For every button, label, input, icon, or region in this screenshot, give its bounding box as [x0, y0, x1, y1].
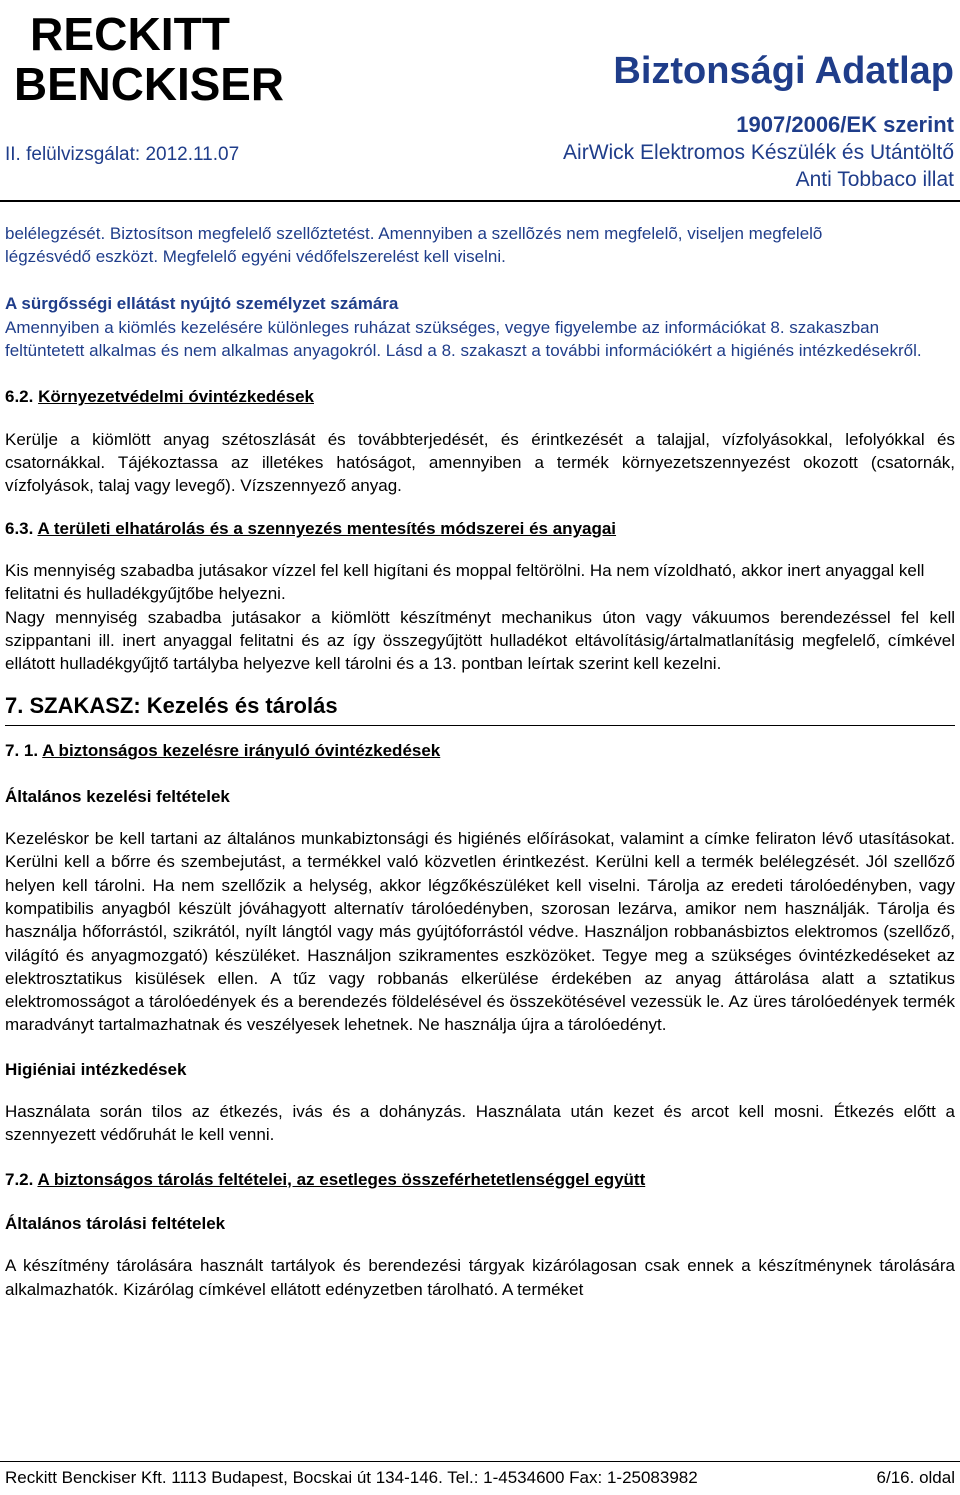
regulation-reference: 1907/2006/EK szerint	[736, 112, 954, 137]
hygiene-text: Használata során tilos az étkezés, ivás és a dohányzás. Használata után kezet és arcot kell mosni. Étkezés előtt a szennyezett védőruhát le kell venni.	[5, 1102, 955, 1145]
document-title: Biztonsági Adatlap	[613, 50, 954, 92]
page-content	[5, 222, 955, 1301]
intro-line-1: belélegzését. Biztosítson megfelelő szellőztetést. Amennyiben a szellõzés nem megfelelõ, viseljen megfelelõ	[5, 224, 823, 243]
section-7-title: 7. SZAKASZ: Kezelés és tárolás	[5, 693, 338, 719]
section-6-2-text: Kerülje a kiömlött anyag szétoszlását és továbbterjedését, és érintkezését a talajjal, vízfolyásokkal, lefolyókkal és csatornákkal. Tájékoztassa az illetékes hatóságot, amennyiben a termék környezetszennyezést okozott (csatornák, vízfolyások, talaj vagy levegő). Vízszennyező anyag.	[5, 429, 955, 496]
section-6-2-heading	[5, 385, 955, 408]
revision-date: II. felülvizsgálat: 2012.11.07	[5, 144, 240, 165]
section-7-1-title: A biztonságos kezelésre irányuló óvintézkedések	[42, 741, 441, 761]
section-6-3-text-2: Nagy mennyiség szabadba jutásakor a kiömlött készítményt mechanikus úton vagy vákuumos berendezéssel fel kell szippantani ill. inert anyaggal felitatni és az így összegyűjtött hulladékot eltávolításig/ártalmatlanításig megfelelő, címkével ellátott hulladékgyűjtő tartályba helyezve kell tárolni és a 13. pontban leírtak szerint kell kezelni.	[5, 607, 955, 674]
hygiene-heading: Higiéniai intézkedések	[5, 1059, 187, 1079]
product-variant: Anti Tobbaco illat	[795, 168, 954, 191]
emergency-heading: A sürgősségi ellátást nyújtó személyzet számára	[5, 293, 399, 313]
section-6-3-text-1: Kis mennyiség szabadba jutásakor vízzel fel kell higítani és moppal feltörölni. Ha nem vízoldható, akkor inert anyaggal kell felitatni és hulladékgyűjtőbe helyezni.	[5, 560, 925, 604]
emergency-text: Amennyiben a kiömlés kezelésére különleges ruházat szükséges, vegye figyelembe az információkat 8. szakaszban feltüntetett alkalmas és nem alkalmas anyagokról. Lásd a 8. szakaszt a további információkért a higiénés intézkedésekről.	[5, 317, 922, 361]
section-7-2-title: A biztonságos tárolás feltételei, az esetleges összeférhetetlenséggel együtt	[37, 1169, 646, 1189]
handling-heading: Általános kezelési feltételek	[5, 786, 230, 806]
logo-line-2: BENCKISER	[14, 58, 284, 108]
product-name: AirWick Elektromos Készülék és Utántöltő	[563, 141, 954, 164]
header-divider	[0, 200, 960, 202]
section-6-2-number: 6.2.	[5, 387, 34, 407]
section-6-3-heading	[5, 517, 955, 540]
storage-text: A készítmény tárolására használt tartályok és berendezési tárgyak kizárólagosan csak ennek a készítménynek tárolására alkalmazhatók. Kizárólag címkével ellátott edényzetben tárolható. A terméket	[5, 1256, 955, 1299]
storage-heading: Általános tárolási feltételek	[5, 1213, 226, 1233]
intro-line-2: légzésvédő eszközt. Megfelelő egyéni védőfelszerelést kell viselni.	[5, 247, 506, 267]
footer-divider	[0, 1461, 960, 1462]
company-logo	[14, 8, 304, 108]
section-7-2-heading	[5, 1168, 955, 1191]
section-7-1-heading	[5, 739, 955, 762]
page-header	[0, 0, 960, 200]
page-footer	[5, 1468, 955, 1488]
handling-text: Kezeléskor be kell tartani az általános munkabiztonsági és higiénés előírásokat, valamint a címke feliraton lévő utasításokat. Kerülni kell a bőrre és szembejutást, a termékkel való közvetlen érintkezést. Kerülni kell a termék belélegzését. Jól szellőző helyen kell tárolni. Ha nem szellőzik a helység, akkor légzőkészüléket kell viselni. Tárolja az eredeti tárolóedényben, vagy kompatibilis anyagból készült jóváhagyott alternatív tárolóedényben, szorosan lezárva, amikor nem használják. Tárolja és használja hőforrástól, szikrától, nyílt lángtól vagy más gyújtóforrástól védve. Használjon robbanásbiztos elektromos (szellőző, világító és anyagmozgató) készüléket. Használjon szikramentes eszközöket. Tegye meg a szükséges óvintézkedéseket az elektrosztatikus kisülések ellen. A tűz vagy robbanás elkerülése érdekében az anyag áttárolása alatt a sztatikus elektromosságot a tárolóedények és a berendezés földelésével és összekötésével vezessük le. Az üres tárolóedények termék maradványt tartalmazhatnak és veszélyesek lehetnek. Ne használja újra a tárolóedényt.	[5, 829, 955, 1035]
section-6-3-number: 6.3.	[5, 518, 34, 538]
section-7-1-number: 7. 1.	[5, 741, 39, 761]
section-6-3-title: A területi elhatárolás és a szennyezés mentesítés módszerei és anyagai	[37, 518, 617, 538]
section-6-2-title: Környezetvédelmi óvintézkedések	[38, 387, 314, 407]
logo-line-1: RECKITT	[30, 8, 230, 60]
section-7-2-number: 7.2.	[5, 1169, 34, 1189]
section-7-divider	[5, 725, 955, 726]
footer-address: Reckitt Benckiser Kft. 1113 Budapest, Bocskai út 134-146. Tel.: 1-4534600 Fax: 1-25083982	[5, 1468, 698, 1487]
page-number: 6/16. oldal	[876, 1468, 955, 1487]
